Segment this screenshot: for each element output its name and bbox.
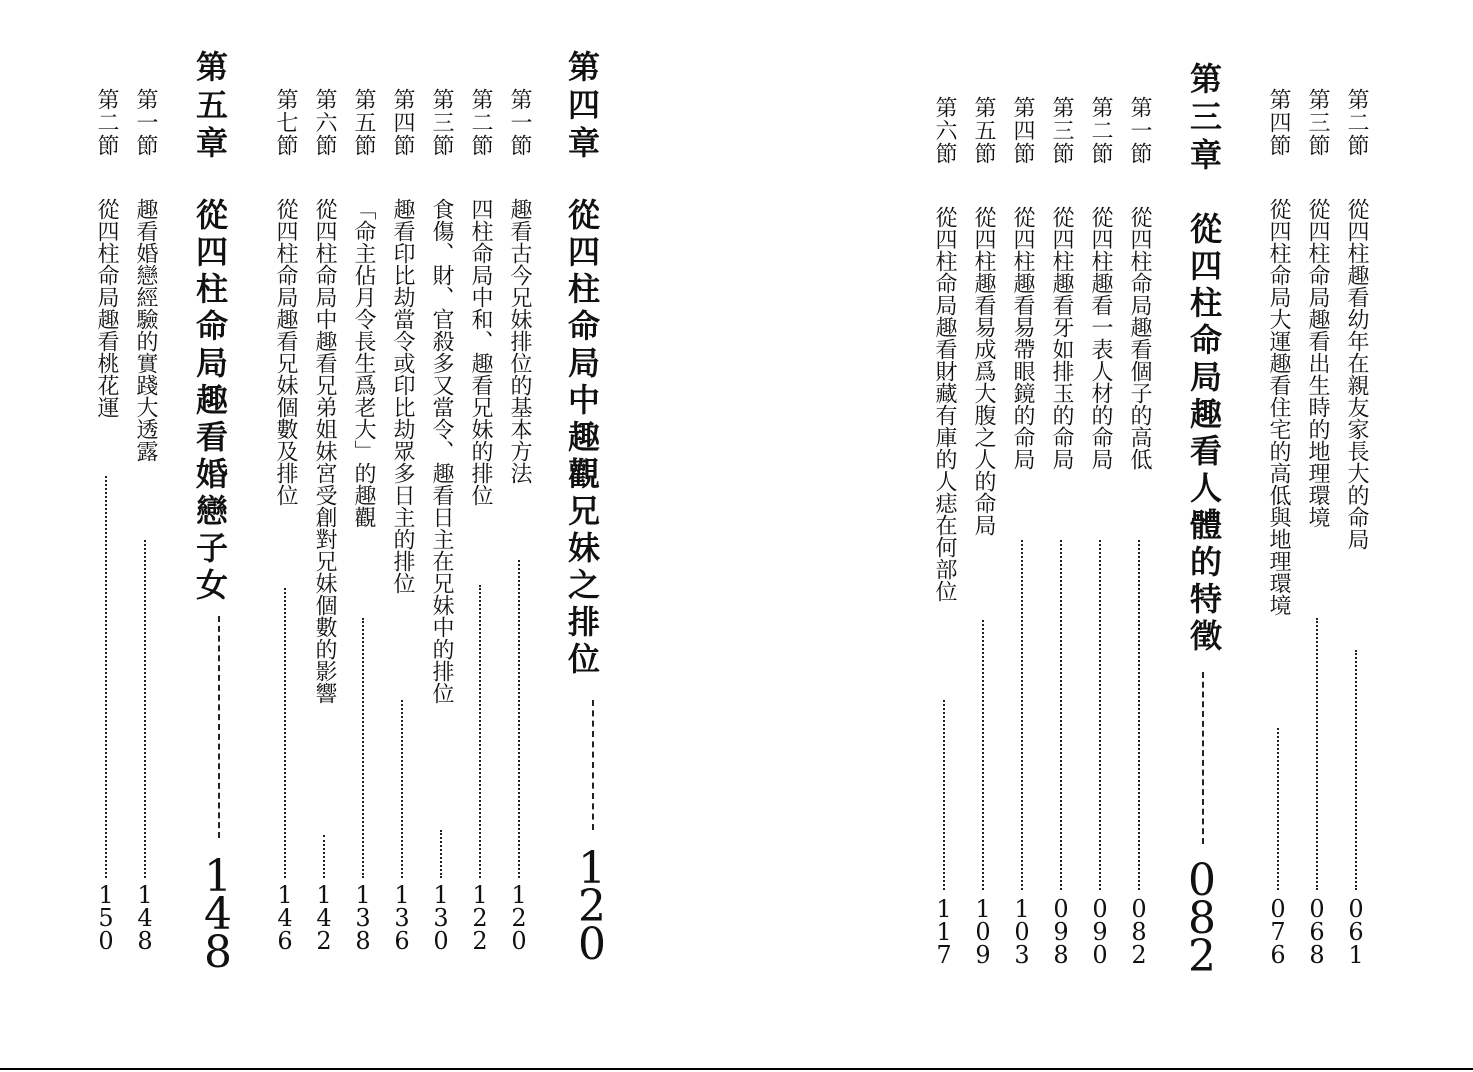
ch3-section-4-page: 1 0 3 — [1014, 895, 1030, 969]
ch3-section-2-label: 第二節 — [1088, 96, 1113, 165]
chapter4-page: 1 2 0 — [578, 843, 606, 970]
ch4-section-7-page: 1 4 6 — [277, 881, 293, 955]
ch4-section-1-title: 趣看古今兄妹排位的基本方法 — [507, 198, 532, 484]
ch3-section-5-title: 從四柱趣看易成爲大腹之人的命局 — [971, 206, 996, 536]
prev-section-2-title: 從四柱趣看幼年在親友家長大的命局 — [1344, 198, 1369, 550]
right-page — [736, 0, 1473, 1072]
ch4-section-5-leader — [362, 618, 364, 878]
ch4-section-2-title: 四柱命局中和、趣看兄妹的排位 — [468, 198, 493, 506]
prev-section-4-title: 從四柱命局大運趣看住宅的高低與地理環境 — [1266, 198, 1291, 616]
ch4-section-3-title: 食傷、財、官殺多又當令、趣看日主在兄妹中的排位 — [429, 198, 454, 704]
ch3-section-1-title: 從四柱命局趣看個子的高低 — [1127, 206, 1152, 470]
ch5-section-2-label: 第二節 — [94, 88, 119, 157]
prev-section-2-label: 第二節 — [1344, 88, 1369, 157]
ch5-section-2-title: 從四柱命局趣看桃花運 — [94, 198, 119, 418]
chapter3-label: 第三章 — [1185, 62, 1223, 176]
chapter3-title: 從四柱命局趣看人體的特徵 — [1185, 212, 1223, 656]
ch3-section-5-label: 第五節 — [971, 96, 996, 165]
ch5-section-1-leader — [144, 540, 146, 878]
ch3-section-6-leader — [943, 700, 945, 890]
chapter5-leader — [218, 616, 220, 838]
ch3-section-3-label: 第三節 — [1049, 96, 1074, 165]
ch4-section-7-leader — [284, 588, 286, 878]
ch3-section-4-leader — [1021, 540, 1023, 890]
left-page — [0, 0, 736, 1072]
ch4-section-3-leader — [440, 830, 442, 878]
chapter3-page: 0 8 2 — [1188, 855, 1216, 982]
prev-section-3-label: 第三節 — [1305, 88, 1330, 157]
ch3-section-2-page: 0 9 0 — [1092, 895, 1108, 969]
ch4-section-5-page: 1 3 8 — [355, 881, 371, 955]
prev-section-4-page: 0 7 6 — [1270, 895, 1286, 969]
chapter5-page: 1 4 8 — [204, 851, 232, 978]
ch3-section-4-title: 從四柱趣看易帶眼鏡的命局 — [1010, 206, 1035, 470]
chapter5-label: 第五章 — [191, 50, 229, 164]
ch4-section-6-leader — [323, 835, 325, 878]
ch4-section-3-page: 1 3 0 — [433, 881, 449, 955]
prev-section-2-page: 0 6 1 — [1348, 895, 1364, 969]
ch4-section-6-page: 1 4 2 — [316, 881, 332, 955]
ch3-section-3-page: 0 9 8 — [1053, 895, 1069, 969]
ch3-section-3-leader — [1060, 540, 1062, 890]
prev-section-2-leader — [1355, 650, 1357, 890]
ch4-section-5-label: 第五節 — [351, 88, 376, 157]
ch3-section-5-leader — [982, 620, 984, 890]
chapter3-leader — [1202, 672, 1204, 844]
ch4-section-4-title: 趣看印比劫當令或印比劫眾多日主的排位 — [390, 198, 415, 594]
ch4-section-5-title: 「命主佔月令長生爲老大」的趣觀 — [351, 198, 376, 528]
ch4-section-4-label: 第四節 — [390, 88, 415, 157]
chapter4-label: 第四章 — [563, 50, 601, 164]
ch4-section-6-label: 第六節 — [312, 88, 337, 157]
ch5-section-1-page: 1 4 8 — [137, 881, 153, 955]
ch4-section-1-leader — [518, 560, 520, 878]
ch3-section-1-label: 第一節 — [1127, 96, 1152, 165]
ch4-section-2-page: 1 2 2 — [472, 881, 488, 955]
ch4-section-4-leader — [401, 700, 403, 878]
ch4-section-3-label: 第三節 — [429, 88, 454, 157]
prev-section-3-leader — [1316, 618, 1318, 890]
bottom-rule — [0, 1068, 1473, 1070]
ch3-section-5-page: 1 0 9 — [975, 895, 991, 969]
ch3-section-4-label: 第四節 — [1010, 96, 1035, 165]
ch5-section-2-page: 1 5 0 — [98, 881, 114, 955]
ch4-section-1-page: 1 2 0 — [511, 881, 527, 955]
ch4-section-6-title: 從四柱命局中趣看兄弟姐妹宮受創對兄妹個數的影響 — [312, 198, 337, 704]
ch4-section-7-title: 從四柱命局趣看兄妹個數及排位 — [273, 198, 298, 506]
chapter5-title: 從四柱命局趣看婚戀子女 — [191, 198, 229, 605]
ch3-section-1-leader — [1138, 540, 1140, 890]
prev-section-4-leader — [1277, 728, 1279, 890]
ch4-section-7-label: 第七節 — [273, 88, 298, 157]
ch3-section-2-leader — [1099, 540, 1101, 890]
ch3-section-6-label: 第六節 — [932, 96, 957, 165]
ch4-section-1-label: 第一節 — [507, 88, 532, 157]
prev-section-4-label: 第四節 — [1266, 88, 1291, 157]
ch5-section-2-leader — [105, 476, 107, 878]
prev-section-3-title: 從四柱命局趣看出生時的地理環境 — [1305, 198, 1330, 528]
ch3-section-3-title: 從四柱趣看牙如排玉的命局 — [1049, 206, 1074, 470]
ch5-section-1-title: 趣看婚戀經驗的實踐大透露 — [133, 198, 158, 462]
ch3-section-6-page: 1 1 7 — [936, 895, 952, 969]
ch5-section-1-label: 第一節 — [133, 88, 158, 157]
prev-section-3-page: 0 6 8 — [1309, 895, 1325, 969]
ch3-section-2-title: 從四柱趣看一表人材的命局 — [1088, 206, 1113, 470]
ch4-section-4-page: 1 3 6 — [394, 881, 410, 955]
ch4-section-2-leader — [479, 585, 481, 878]
chapter4-title: 從四柱命局中趣觀兄妹之排位 — [563, 198, 601, 679]
ch3-section-1-page: 0 8 2 — [1131, 895, 1147, 969]
ch3-section-6-title: 從四柱命局趣看財藏有庫的人痣在何部位 — [932, 206, 957, 602]
ch4-section-2-label: 第二節 — [468, 88, 493, 157]
chapter4-leader — [592, 700, 594, 830]
